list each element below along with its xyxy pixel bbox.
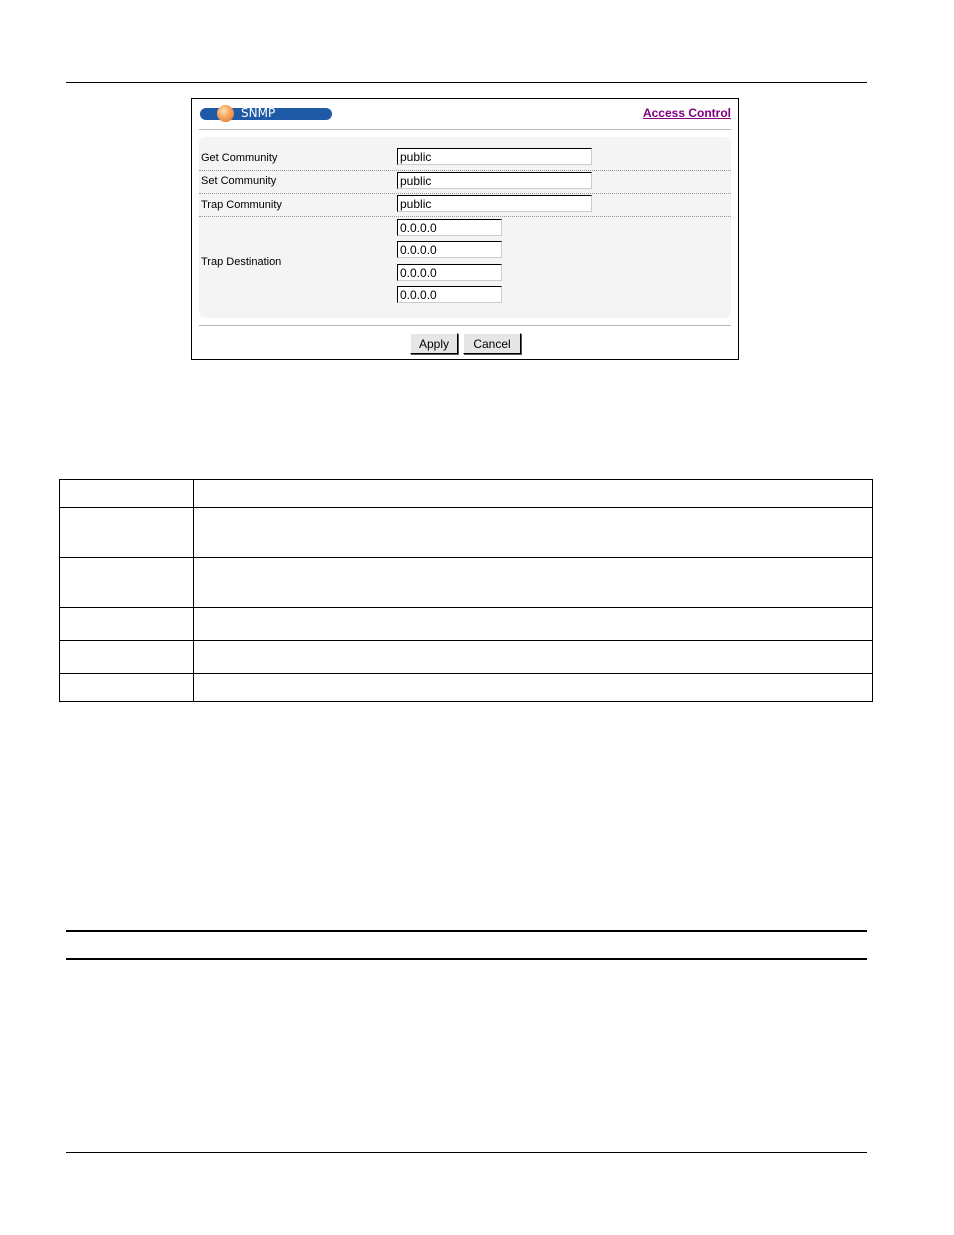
trap-community-input[interactable] [397, 195, 592, 212]
trap-destination-input-3[interactable] [397, 264, 502, 281]
row-divider [199, 193, 731, 194]
field-description-table [59, 479, 873, 702]
table-row [60, 674, 873, 702]
cancel-button[interactable]: Cancel [463, 333, 521, 354]
section-rule-bottom [66, 958, 867, 960]
snmp-panel [191, 98, 739, 360]
set-community-input[interactable] [397, 172, 592, 189]
table-row [60, 508, 873, 558]
apply-button[interactable]: Apply [410, 333, 458, 354]
access-control-link[interactable]: Access Control [642, 106, 731, 120]
trap-community-label: Trap Community [201, 199, 282, 211]
table-row [60, 608, 873, 641]
buttons-divider [199, 325, 731, 326]
table-row [60, 558, 873, 608]
orb-icon [217, 105, 234, 122]
row-divider [199, 170, 731, 171]
table-row [60, 641, 873, 674]
trap-destination-label: Trap Destination [201, 256, 282, 268]
row-divider [199, 216, 731, 217]
section-rule-top [66, 930, 867, 932]
trap-destination-input-2[interactable] [397, 241, 502, 258]
set-community-label: Set Community [201, 175, 277, 187]
header-rule [66, 82, 867, 83]
title-divider [199, 129, 731, 130]
panel-title: SNMP [241, 106, 276, 120]
trap-destination-input-4[interactable] [397, 286, 502, 303]
title-bar [200, 108, 332, 120]
get-community-label: Get Community [201, 152, 278, 164]
get-community-input[interactable] [397, 148, 592, 165]
table-row [60, 480, 873, 508]
footer-rule [66, 1152, 867, 1153]
trap-destination-input-1[interactable] [397, 219, 502, 236]
